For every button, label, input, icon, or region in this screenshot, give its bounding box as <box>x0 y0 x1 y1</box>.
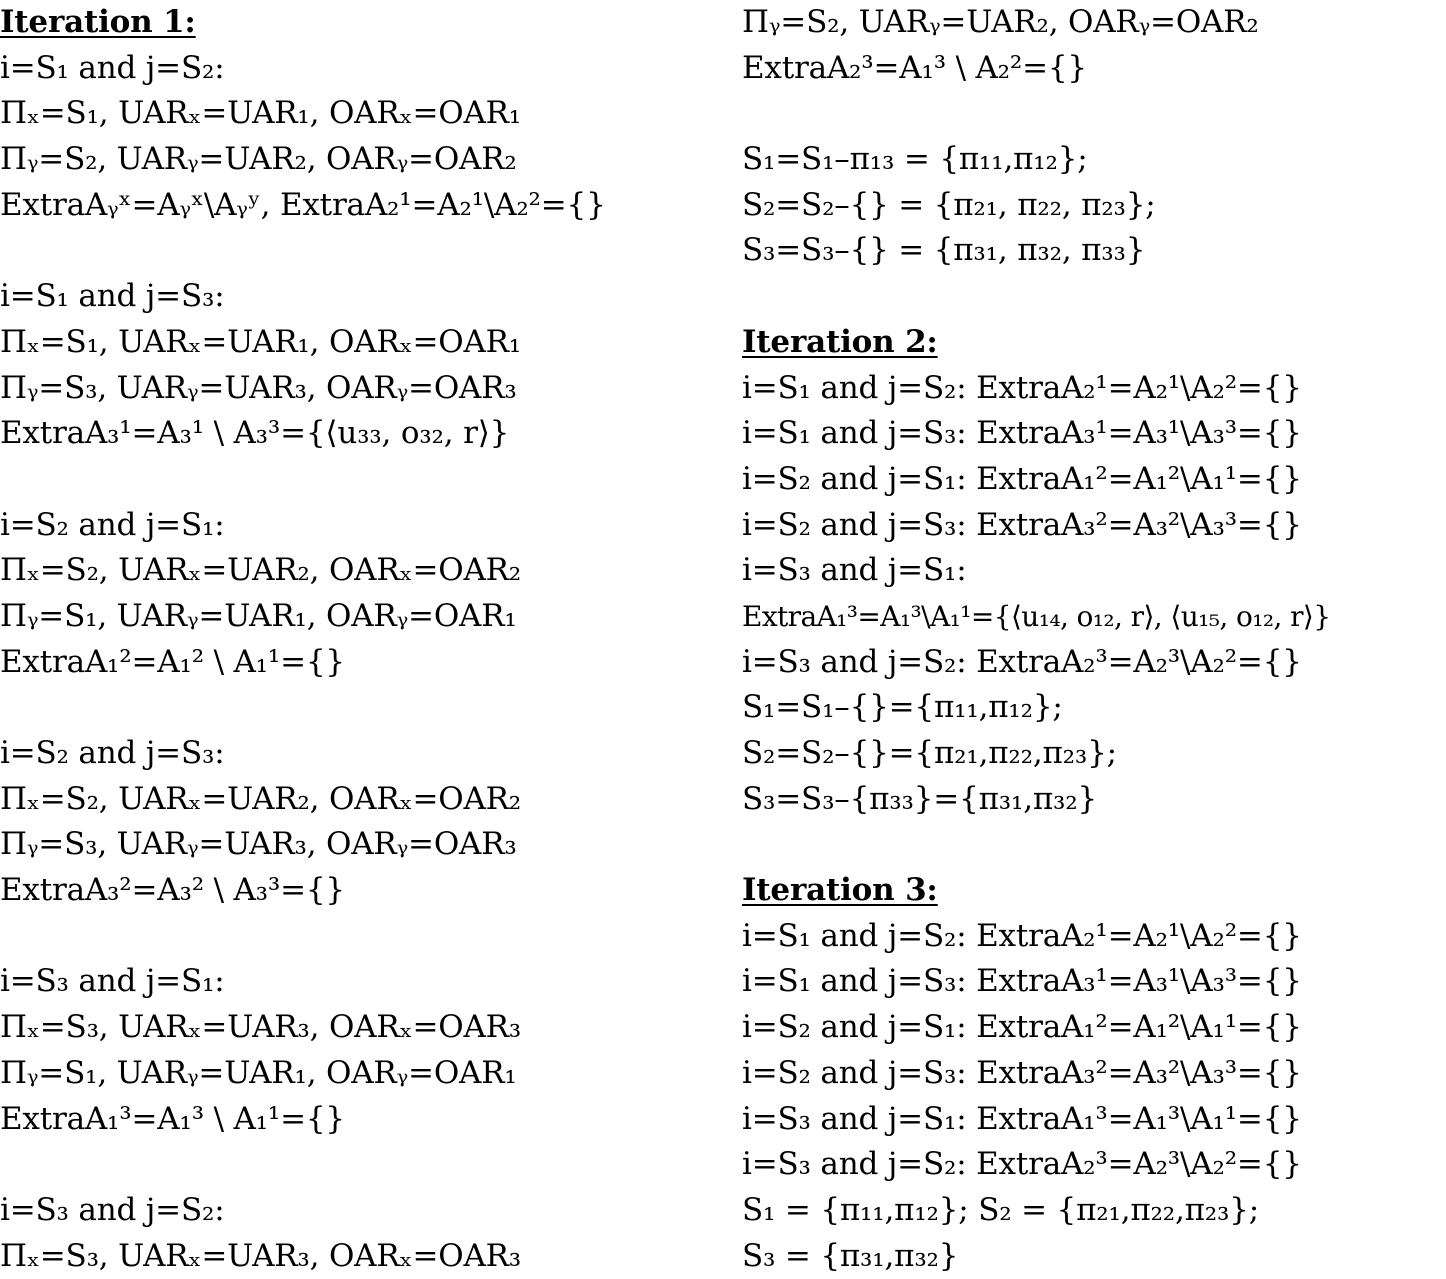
left-line-14: ExtraA₁²=A₁² \ A₁¹={} <box>0 643 345 680</box>
right-line-20: i=S₁ and j=S₂: ExtraA₂¹=A₂¹\A₂²={} <box>742 917 1302 954</box>
right-line-10: i=S₂ and j=S₁: ExtraA₁²=A₁²\A₁¹={} <box>742 460 1302 497</box>
left-spacer-2 <box>0 457 720 503</box>
left-line-26: i=S₃ and j=S₂: <box>0 1191 225 1228</box>
left-line-13: Πᵧ=S₁, UARᵧ=UAR₁, OARᵧ=OAR₁ <box>0 597 517 634</box>
right-line-15: S₁=S₁–{}={π₁₁,π₁₂}; <box>742 689 1063 726</box>
left-line-6: i=S₁ and j=S₃: <box>0 278 225 315</box>
right-line-26: S₁ = {π₁₁,π₁₂}; S₂ = {π₂₁,π₂₂,π₂₃}; <box>742 1191 1260 1228</box>
right-line-9: i=S₁ and j=S₃: ExtraA₃¹=A₃¹\A₃³={} <box>742 415 1302 452</box>
iteration-2-heading: Iteration 2: <box>742 323 938 360</box>
right-line-27: S₃ = {π₃₁,π₃₂} <box>742 1237 959 1274</box>
right-line-4: S₂=S₂–{} = {π₂₁, π₂₂, π₂₃}; <box>742 186 1156 223</box>
left-line-4: ExtraAᵧˣ=Aᵧˣ\Aᵧʸ, ExtraA₂¹=A₂¹\A₂²={} <box>0 186 606 223</box>
left-line-11: i=S₂ and j=S₁: <box>0 506 225 543</box>
left-line-18: Πᵧ=S₃, UARᵧ=UAR₃, OARᵧ=OAR₃ <box>0 826 517 863</box>
iteration-1-heading: Iteration 1: <box>0 4 196 40</box>
right-line-14: i=S₃ and j=S₂: ExtraA₂³=A₂³\A₂²={} <box>742 643 1302 680</box>
left-line-27: Πₓ=S₃, UARₓ=UAR₃, OARₓ=OAR₃ <box>0 1237 521 1274</box>
right-spacer-2 <box>742 274 1442 320</box>
right-line-5: S₃=S₃–{} = {π₃₁, π₃₂, π₃₃} <box>742 232 1146 269</box>
right-line-0: Πᵧ=S₂, UARᵧ=UAR₂, OARᵧ=OAR₂ <box>742 4 1259 40</box>
left-line-16: i=S₂ and j=S₃: <box>0 735 225 771</box>
left-spacer-5 <box>0 1142 720 1188</box>
right-line-25: i=S₃ and j=S₂: ExtraA₂³=A₂³\A₂²={} <box>742 1146 1302 1183</box>
left-line-7: Πₓ=S₁, UARₓ=UAR₁, OARₓ=OAR₁ <box>0 323 521 360</box>
iteration-3-heading: Iteration 3: <box>742 872 938 909</box>
left-line-8: Πᵧ=S₃, UARᵧ=UAR₃, OARᵧ=OAR₃ <box>0 369 517 406</box>
left-line-9: ExtraA₃¹=A₃¹ \ A₃³={⟨u₃₃, o₃₂, r⟩} <box>0 415 510 452</box>
right-line-13: ExtraA₁³=A₁³\A₁¹={⟨u₁₄, o₁₂, r⟩, ⟨u₁₅, o₁₂, r⟩} <box>742 599 1331 633</box>
left-line-23: Πᵧ=S₁, UARᵧ=UAR₁, OARᵧ=OAR₁ <box>0 1054 517 1091</box>
right-spacer-3 <box>742 822 1442 868</box>
left-line-1: i=S₁ and j=S₂: <box>0 49 225 86</box>
left-spacer-4 <box>0 914 720 960</box>
right-line-24: i=S₃ and j=S₁: ExtraA₁³=A₁³\A₁¹={} <box>742 1100 1302 1137</box>
left-column <box>0 0 720 1279</box>
right-line-1: ExtraA₂³=A₁³ \ A₂²={} <box>742 49 1087 86</box>
left-line-12: Πₓ=S₂, UARₓ=UAR₂, OARₓ=OAR₂ <box>0 552 521 589</box>
right-line-16: S₂=S₂–{}={π₂₁,π₂₂,π₂₃}; <box>742 735 1117 771</box>
left-line-17: Πₓ=S₂, UARₓ=UAR₂, OARₓ=OAR₂ <box>0 780 521 817</box>
right-line-8: i=S₁ and j=S₂: ExtraA₂¹=A₂¹\A₂²={} <box>742 369 1302 406</box>
right-line-23: i=S₂ and j=S₃: ExtraA₃²=A₃²\A₃³={} <box>742 1054 1302 1091</box>
right-line-22: i=S₂ and j=S₁: ExtraA₁²=A₁²\A₁¹={} <box>742 1009 1302 1046</box>
left-spacer-3 <box>0 685 720 731</box>
right-line-21: i=S₁ and j=S₃: ExtraA₃¹=A₃¹\A₃³={} <box>742 963 1302 1000</box>
left-line-2: Πₓ=S₁, UARₓ=UAR₁, OARₓ=OAR₁ <box>0 95 521 132</box>
right-line-11: i=S₂ and j=S₃: ExtraA₃²=A₃²\A₃³={} <box>742 506 1302 543</box>
left-line-24: ExtraA₁³=A₁³ \ A₁¹={} <box>0 1100 345 1137</box>
right-line-17: S₃=S₃–{π₃₃}={π₃₁,π₃₂} <box>742 780 1098 817</box>
right-line-3: S₁=S₁–π₁₃ = {π₁₁,π₁₂}; <box>742 141 1088 178</box>
left-line-19: ExtraA₃²=A₃² \ A₃³={} <box>0 872 345 909</box>
left-line-3: Πᵧ=S₂, UARᵧ=UAR₂, OARᵧ=OAR₂ <box>0 141 517 178</box>
right-column <box>742 0 1442 1279</box>
left-spacer-1 <box>0 228 720 274</box>
left-line-21: i=S₃ and j=S₁: <box>0 963 225 1000</box>
left-line-22: Πₓ=S₃, UARₓ=UAR₃, OARₓ=OAR₃ <box>0 1009 521 1046</box>
right-line-12: i=S₃ and j=S₁: <box>742 552 967 589</box>
right-spacer-1 <box>742 91 1442 137</box>
